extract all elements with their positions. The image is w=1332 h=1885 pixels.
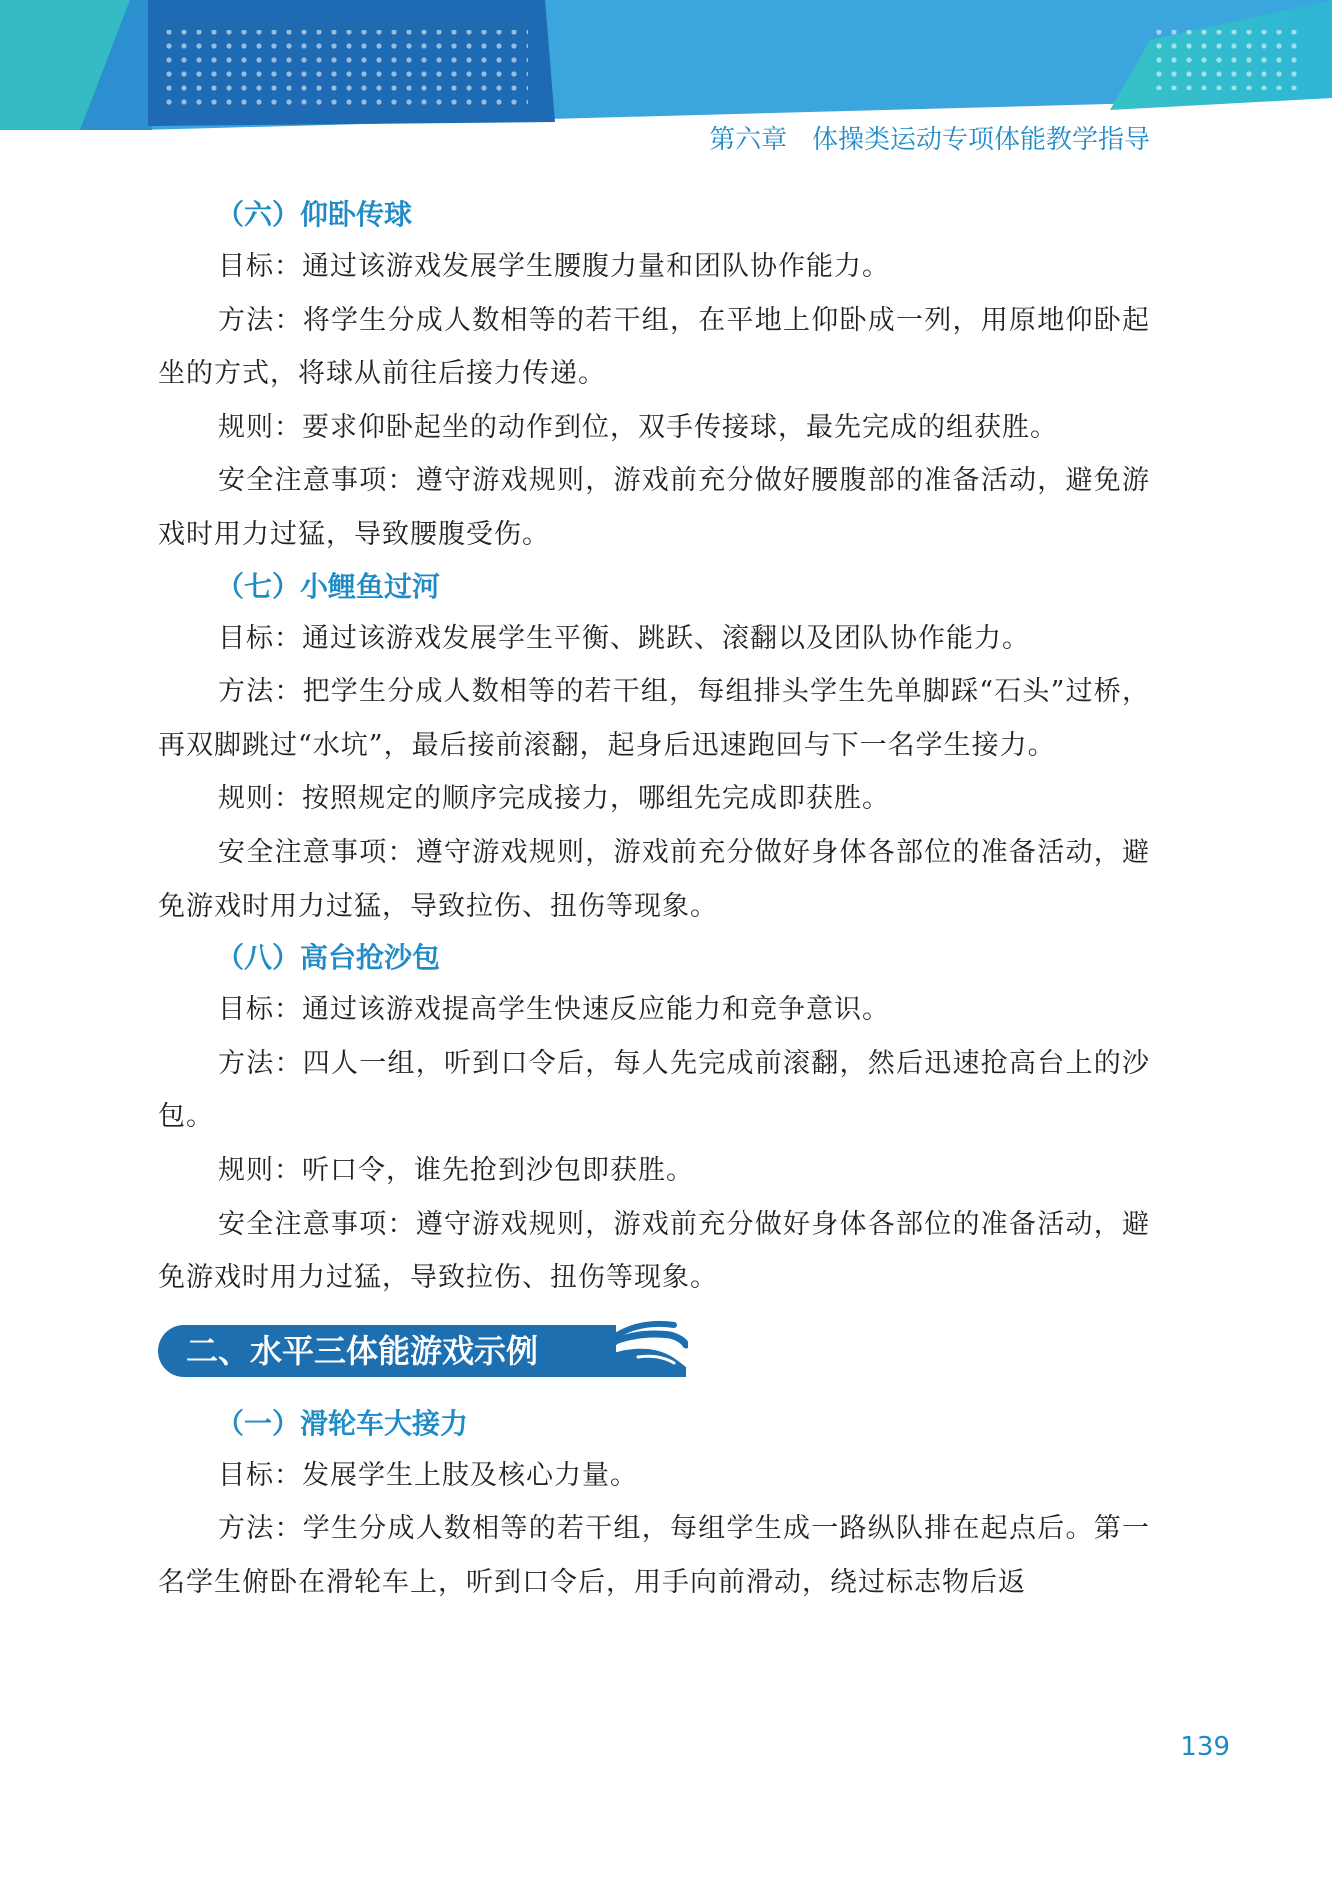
running-header bbox=[700, 120, 1150, 160]
page-number: 139 bbox=[1180, 1732, 1230, 1762]
wave-icon bbox=[578, 1317, 688, 1383]
paragraph: 方法：把学生分成人数相等的若干组，每组排头学生先单脚踩“石头”过桥，再双脚跳过“水坑”，最后接前滚翻，起身后迅速跑回与下一名学生接力。 bbox=[158, 676, 1150, 761]
section-heading-label: 二、水平三体能游戏示例 bbox=[158, 1325, 616, 1377]
paragraph: 规则：听口令，谁先抢到沙包即获胜。 bbox=[218, 1154, 694, 1186]
subheading: （六）仰卧传球 bbox=[216, 198, 413, 231]
paragraph: 目标：发展学生上肢及核心力量。 bbox=[218, 1459, 638, 1491]
paragraph: 安全注意事项：遵守游戏规则，游戏前充分做好身体各部位的准备活动，避免游戏时用力过猛，导致拉伤、扭伤等现象。 bbox=[158, 1208, 1150, 1294]
paragraph: 目标：通过该游戏发展学生腰腹力量和团队协作能力。 bbox=[218, 251, 890, 282]
subheading: （八）高台抢沙包 bbox=[216, 941, 441, 975]
paragraph: 安全注意事项：遵守游戏规则，游戏前充分做好身体各部位的准备活动，避免游戏时用力过猛，导致拉伤、扭伤等现象。 bbox=[158, 836, 1150, 922]
paragraph: 方法：学生分成人数相等的若干组，每组学生成一路纵队排在起点后。第一名学生俯卧在滑轮车上，听到口令后，用手向前滑动，绕过标志物后返 bbox=[158, 1513, 1150, 1598]
paragraph: 目标：通过该游戏发展学生平衡、跳跃、滚翻以及团队协作能力。 bbox=[218, 622, 1030, 654]
paragraph: 方法：将学生分成人数相等的若干组，在平地上仰卧成一列，用原地仰卧起坐的方式，将球从前往后接力传递。 bbox=[158, 304, 1150, 390]
paragraph: 规则：要求仰卧起坐的动作到位，双手传接球，最先完成的组获胜。 bbox=[218, 411, 1058, 443]
paragraph: 规则：按照规定的顺序完成接力，哪组先完成即获胜。 bbox=[218, 783, 890, 815]
chapter-label: 第六章 bbox=[709, 125, 788, 155]
section-heading bbox=[158, 1325, 1150, 1381]
header-banner bbox=[0, 0, 1332, 130]
chapter-title: 体操类运动专项体能教学指导 bbox=[811, 125, 1150, 155]
paragraph: 目标：通过该游戏提高学生快速反应能力和竞争意识。 bbox=[218, 994, 890, 1026]
paragraph: 安全注意事项：遵守游戏规则，游戏前充分做好腰腹部的准备活动，避免游戏时用力过猛，导致腰腹受伤。 bbox=[158, 465, 1150, 550]
subheading: （一）滑轮车大接力 bbox=[216, 1406, 469, 1440]
paragraph: 方法：四人一组，听到口令后，每人先完成前滚翻，然后迅速抢高台上的沙包。 bbox=[158, 1047, 1150, 1133]
subheading: （七）小鲤鱼过河 bbox=[216, 569, 441, 603]
page-body bbox=[158, 190, 1150, 1609]
